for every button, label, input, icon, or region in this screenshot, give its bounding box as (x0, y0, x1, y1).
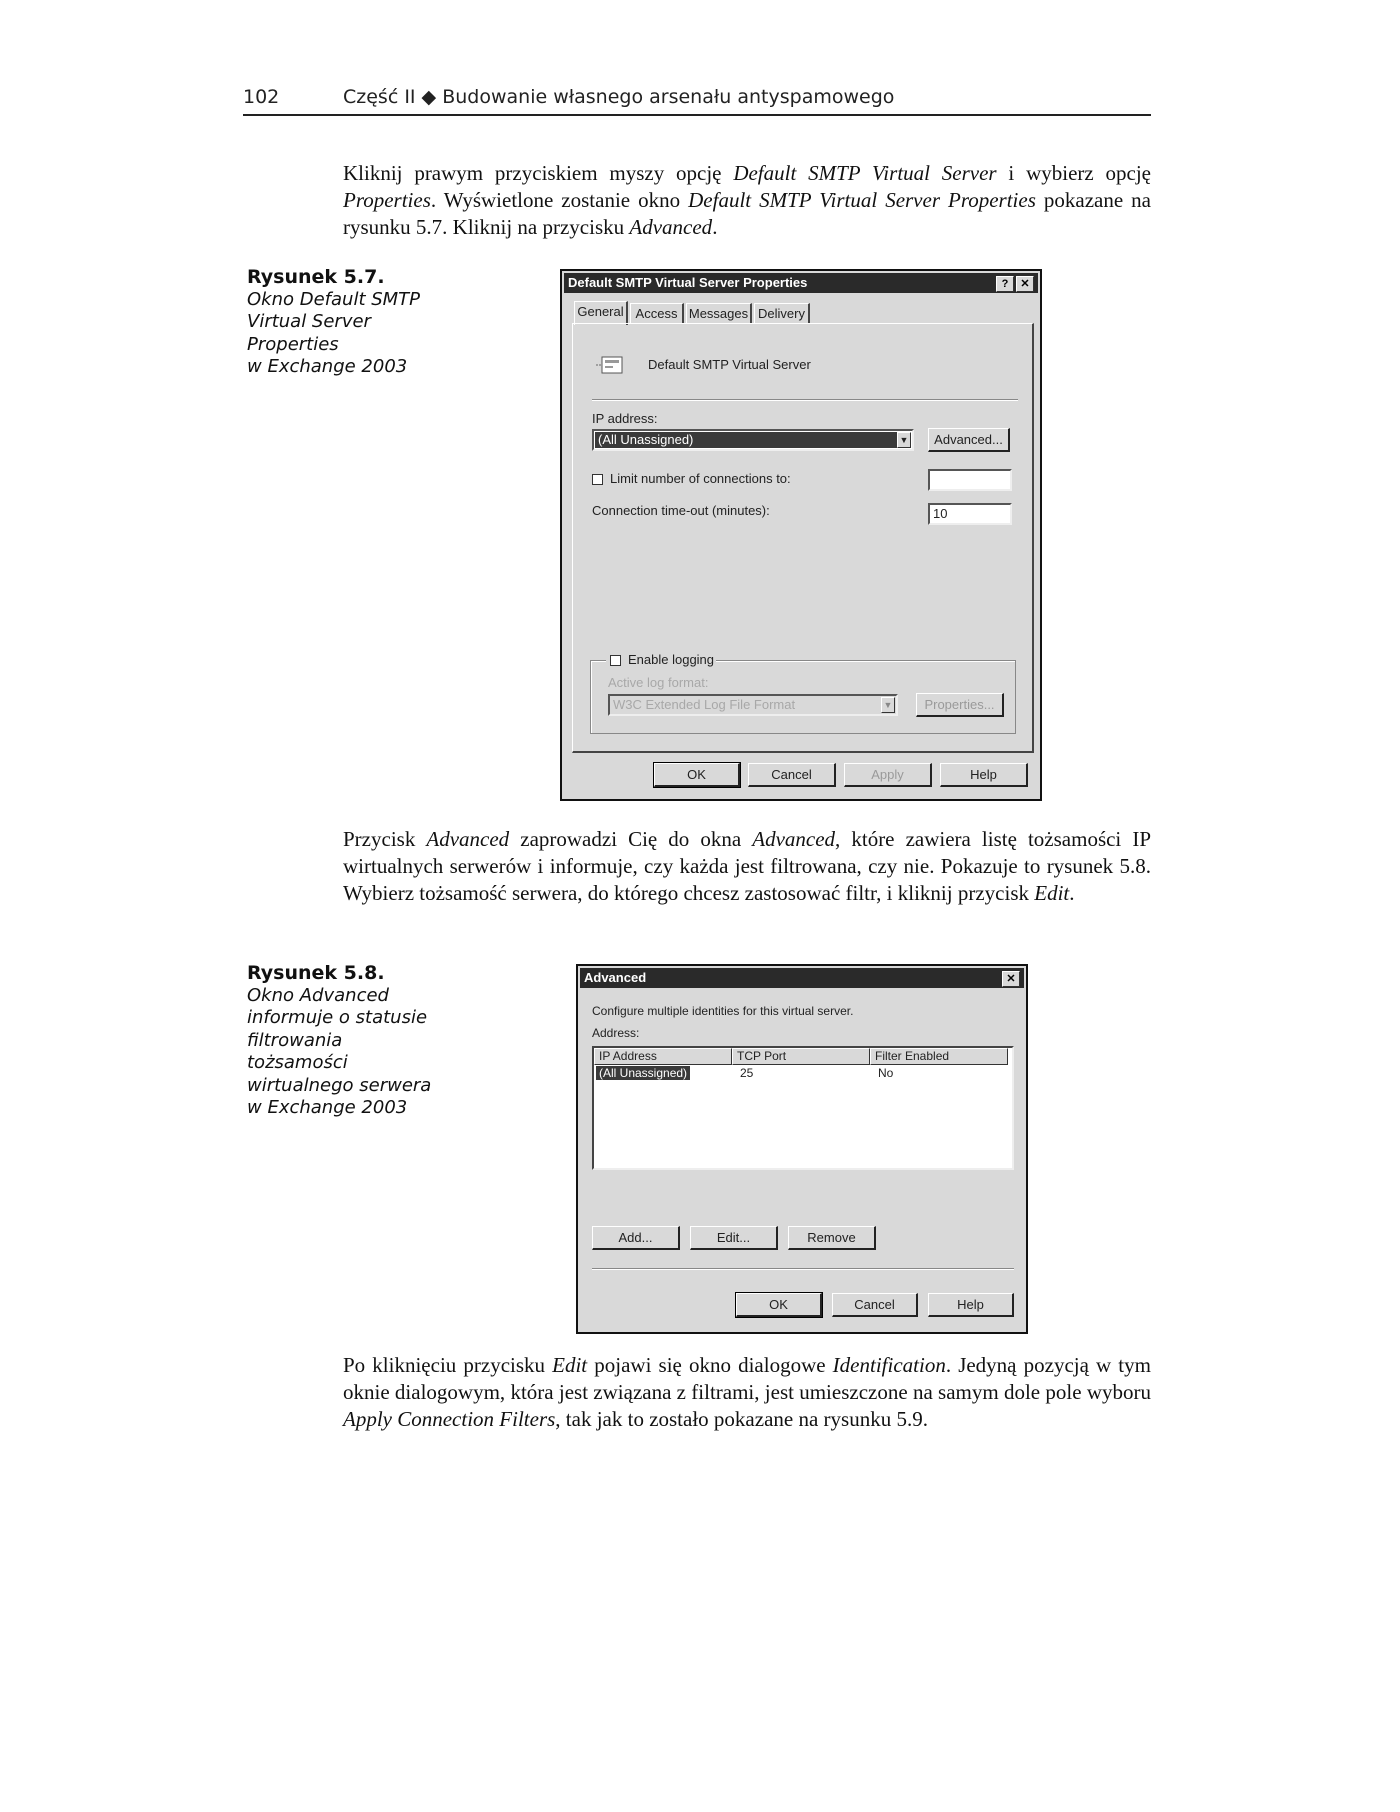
tab-general[interactable]: General (574, 301, 628, 325)
apply-button[interactable]: Apply (844, 763, 932, 787)
title-bar (564, 273, 1038, 293)
server-name-label: Default SMTP Virtual Server (648, 357, 811, 372)
chevron-down-icon[interactable]: ▼ (897, 432, 911, 448)
enable-logging-label: Enable logging (628, 652, 715, 667)
column-header-ip[interactable]: IP Address (594, 1048, 732, 1065)
cancel-button[interactable]: Cancel (832, 1293, 918, 1317)
table-row[interactable] (596, 1066, 690, 1081)
close-icon[interactable]: ✕ (1002, 971, 1020, 987)
separator (592, 1268, 1014, 1270)
server-icon (596, 355, 626, 375)
log-format-select[interactable] (608, 694, 898, 716)
paragraph-3: Po kliknięciu przycisku Edit pojawi się okno dialogowe Identification. Jedyną pozycją w tym oknie dialogowym, która jest związana z filtrami, jest umieszczone na samym dole pole wyboru Apply Connection Filters, tak jak to zostało pokazane na rysunku 5.9. (343, 1353, 1151, 1431)
help-icon[interactable]: ? (996, 276, 1014, 292)
log-format-label: Active log format: (608, 675, 709, 690)
ip-address-select[interactable] (592, 429, 914, 451)
help-button[interactable]: Help (940, 763, 1028, 787)
column-header-port[interactable]: TCP Port (732, 1048, 870, 1065)
figure-caption-text: Okno Default SMTP Virtual Server Properties w Exchange 2003 (247, 288, 421, 377)
tab-access[interactable]: Access (630, 303, 684, 323)
figure-number: Rysunek 5.8. (247, 962, 385, 984)
remove-button[interactable]: Remove (788, 1226, 876, 1250)
column-header-filter[interactable]: Filter Enabled (870, 1048, 1008, 1065)
limit-connections-input[interactable] (928, 469, 1012, 491)
paragraph-2: Przycisk Advanced zaprowadzi Cię do okna Advanced, które zawiera listę tożsamości IP wirtualnych serwerów i informuje, czy każda jest filtrowana, czy nie. Pokazuje to rysunek 5.8. Wybierz tożsamość serwera, do którego chcesz zastosować filtr, i kliknij przycisk Edit. (343, 827, 1151, 905)
timeout-input[interactable]: 10 (928, 503, 1012, 525)
ip-address-value: (All Unassigned) (595, 432, 897, 448)
edit-button[interactable]: Edit... (690, 1226, 778, 1250)
tab-delivery[interactable]: Delivery (754, 303, 810, 323)
log-properties-button[interactable]: Properties... (916, 693, 1004, 717)
log-format-value: W3C Extended Log File Format (613, 697, 796, 712)
ok-button[interactable]: OK (736, 1293, 822, 1317)
dialog-title: Advanced (584, 970, 647, 985)
smtp-properties-dialog (560, 269, 1042, 801)
running-title: Część II ◆ Budowanie własnego arsenału antyspamowego (343, 86, 895, 108)
close-icon[interactable]: ✕ (1016, 276, 1034, 292)
cell-filter: No (878, 1066, 894, 1080)
advanced-dialog (576, 964, 1028, 1334)
tab-messages[interactable]: Messages (686, 303, 752, 323)
title-bar (580, 968, 1024, 988)
paragraph-1: Kliknij prawym przyciskiem myszy opcję Default SMTP Virtual Server i wybierz opcję Properties. Wyświetlone zostanie okno Default SMTP Virtual Server Properties pokazane na rysunku 5.7. Kliknij na przycisku Advanced. (343, 161, 1152, 239)
figure-caption-text: Okno Advanced informuje o statusie filtrowania tożsamości wirtualnego serwera w Exchange 2003 (247, 984, 432, 1118)
help-button[interactable]: Help (928, 1293, 1014, 1317)
identities-list[interactable] (592, 1046, 1014, 1170)
separator (592, 399, 1018, 401)
ok-button[interactable]: OK (654, 763, 740, 787)
figure-number: Rysunek 5.7. (247, 266, 385, 288)
add-button[interactable]: Add... (592, 1226, 680, 1250)
page-number: 102 (243, 86, 280, 108)
description-text: Configure multiple identities for this virtual server. (592, 1004, 854, 1018)
cell-ip: (All Unassigned) (596, 1066, 690, 1080)
running-header (243, 84, 1151, 116)
ip-address-label: IP address: (592, 411, 658, 426)
figure-caption-5-8 (247, 962, 447, 1120)
chevron-down-icon[interactable]: ▼ (881, 697, 895, 713)
dialog-title: Default SMTP Virtual Server Properties (568, 275, 808, 290)
logging-group-legend (606, 652, 716, 668)
limit-connections-checkbox[interactable] (592, 474, 603, 485)
address-label: Address: (592, 1026, 640, 1040)
figure-caption-5-7 (247, 266, 447, 379)
limit-connections-label: Limit number of connections to: (610, 471, 791, 486)
cell-port: 25 (740, 1066, 754, 1080)
enable-logging-checkbox[interactable] (610, 655, 621, 666)
timeout-label: Connection time-out (minutes): (592, 503, 770, 518)
advanced-button[interactable]: Advanced... (928, 428, 1010, 452)
cancel-button[interactable]: Cancel (748, 763, 836, 787)
